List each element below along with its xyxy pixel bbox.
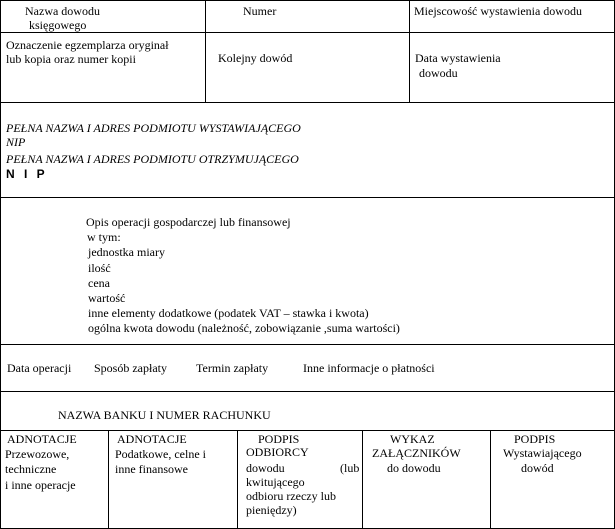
- opis-line-inne-elementy: inne elementy dodatkowe (podatek VAT – stawka i kwota): [88, 306, 369, 320]
- lub-kopia-label: lub kopia oraz numer kopii: [6, 52, 136, 66]
- header-numer-cell: [205, 0, 410, 33]
- opis-line-wartosc: wartość: [88, 291, 126, 305]
- opis-line-ilosc: ilość: [88, 261, 111, 275]
- nip-otrzymujacy-label: N I P: [6, 167, 48, 181]
- wystawiajacego-label: Wystawiającego: [503, 446, 582, 460]
- bank-section: [0, 391, 615, 431]
- header-nazwa-cell: [0, 0, 206, 33]
- zalacznikow-label: ZAŁĄCZNIKÓW: [372, 446, 461, 460]
- podmioty-section: [0, 102, 615, 198]
- inne-informacje-label: Inne informacje o płatności: [303, 361, 435, 375]
- wyst-dowod: dowód: [521, 461, 554, 475]
- podmiot-wystawiajacy-label: PEŁNA NAZWA I ADRES PODMIOTU WYSTAWIAJĄCEGO: [6, 121, 301, 135]
- platnosc-section: [0, 344, 615, 392]
- podpis-wyst-title: PODPIS: [514, 432, 556, 446]
- sposob-zaplaty-label: Sposób zapłaty: [94, 361, 167, 375]
- odbiorcy-label: ODBIORCY: [246, 445, 309, 459]
- bank-label: NAZWA BANKU I NUMER RACHUNKU: [58, 408, 271, 422]
- odbiorcy-dowodu: dowodu: [246, 461, 285, 475]
- opis-operacji-title: Opis operacji gospodarczej lub finansowej: [86, 215, 291, 229]
- opis-line-cena: cena: [88, 276, 110, 290]
- opis-line-w-tym: w tym:: [87, 230, 121, 244]
- podpis-wystawiajacego-cell: [490, 430, 615, 529]
- adnotacje-1-line3: i inne operacje: [5, 478, 76, 492]
- data-operacji-label: Data operacji: [7, 361, 72, 375]
- termin-zaplaty-label: Termin zapłaty: [196, 361, 269, 375]
- odbiorcy-kwitujacego: kwitującego: [246, 475, 305, 489]
- podpis-odbiorcy-cell: [237, 430, 363, 529]
- adnotacje-1-line2: techniczne: [5, 462, 57, 476]
- header-miejscowosc-cell: [409, 0, 615, 33]
- adnotacje-1-line1: Przewozowe,: [5, 447, 70, 461]
- adnotacje-podatkowe-cell: [108, 430, 238, 529]
- adnotacje-przewozowe-cell: [0, 430, 109, 529]
- ksiegowego-label: księgowego: [29, 18, 87, 32]
- kolejny-dowod-label: Kolejny dowód: [218, 51, 293, 65]
- dowodu-label: dowodu: [419, 66, 458, 80]
- odbiorcy-pieniedzy: pieniędzy): [246, 503, 297, 517]
- odbiorcy-odbioru: odbioru rzeczy lub: [246, 489, 336, 503]
- adnotacje-2-line1: Podatkowe, celne i: [115, 447, 206, 461]
- adnotacje-2-title: ADNOTACJE: [117, 432, 187, 446]
- podpis-odbiorcy-title: PODPIS: [258, 432, 300, 446]
- nip-wystawiajacy-label: NIP: [6, 135, 26, 149]
- oznaczenie-label: Oznaczenie egzemplarza oryginał: [6, 38, 169, 52]
- miejscowosc-label: Miejscowość wystawienia dowodu: [414, 4, 582, 18]
- nazwa-dowodu-label: Nazwa dowodu: [25, 4, 100, 18]
- numer-label: Numer: [243, 4, 277, 18]
- wykaz-zalacznikow-cell: [362, 430, 491, 529]
- adnotacje-2-line2: inne finansowe: [115, 462, 188, 476]
- data-wystawienia-label: Data wystawienia: [415, 51, 501, 65]
- adnotacje-1-title: ADNOTACJE: [7, 432, 77, 446]
- oznaczenie-cell: [0, 32, 206, 103]
- podmiot-otrzymujacy-label: PEŁNA NAZWA I ADRES PODMIOTU OTRZYMUJĄCEGO: [6, 152, 299, 166]
- data-wystawienia-cell: [409, 32, 615, 103]
- opis-line-ogolna-kwota: ogólna kwota dowodu (należność, zobowiązanie ,suma wartości): [88, 321, 400, 335]
- odbiorcy-lub: (lub: [340, 461, 360, 475]
- wykaz-do-dowodu: do dowodu: [387, 461, 441, 475]
- wykaz-title: WYKAZ: [390, 432, 435, 446]
- opis-operacji-section: [0, 197, 615, 345]
- kolejny-dowod-cell: [205, 32, 410, 103]
- opis-line-jednostka: jednostka miary: [88, 245, 165, 259]
